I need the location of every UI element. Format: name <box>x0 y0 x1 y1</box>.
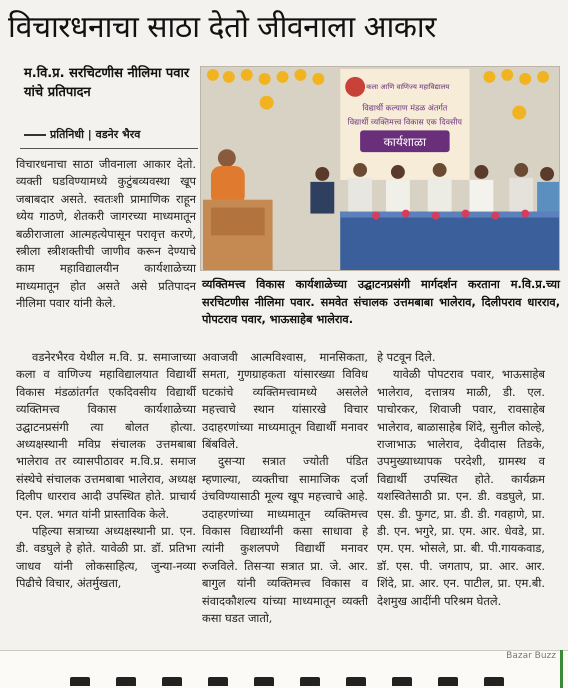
paragraph: यावेळी पोपटराव पवार, भाऊसाहेब भालेराव, दत्तात्रय माळी, डी. एल. पाचोरकर, शिवाजी पवार, रावसाहेब भालेराव, बाळासाहेब शिंदे, सुनील कोल्हे, राजाभाऊ भालेराव, देवीदास तिडके, उपमुख्याध्यापक परदेशी, ग्रामस्थ व विद्यार्थी उपस्थित होते. कार्यक्रम यशस्वितेसाठी प्रा. एन. डी. वडघुले, प्रा. एस. डी. फुगट, प्रा. डी. डी. गवहाणे, प्रा. डी. एन. भगुरे, प्रा. एम. आर. धेवडे, प्रा. एम. एम. भोसले, प्रा. बी. पी.गायकवाड, डॉ. एस. पी. जगताप, प्रा. आर. आर. शिंदे, प्रा. आर. एन. पाटील, प्रा. एम.बी. देशमुख आदींनी परिश्रम घेतले. <box>377 367 545 608</box>
banner-line-2: विद्यार्थी व्यक्तिमत्त्व विकास एक दिवसीय <box>347 117 463 127</box>
article-column-3 <box>377 349 545 610</box>
banner-line-1: विद्यार्थी कल्याण मंडळ अंतर्गत <box>362 103 448 113</box>
subheadline: म.वि.प्र. सरचिटणीस नीलिमा पवार यांचे प्रतिपादन <box>24 66 190 100</box>
photo-caption: व्यक्तिमत्त्व विकास कार्यशाळेच्या उद्घाटनप्रसंगी मार्गदर्शन करताना म.वि.प्र.च्या सरचिटणीस नीलिमा पवार. समवेत संचालक उत्तमबाबा भालेराव, दिलीपराव धारराव, पोपटराव पवार, भाऊसाहेब भालेराव. <box>202 278 560 326</box>
paragraph: हे पटवून दिले. <box>377 350 436 364</box>
edge-accent <box>560 650 563 688</box>
headline: विचारधनाचा साठा देतो जीवनाला आकार <box>8 10 436 45</box>
paragraph: अवाजवी आत्मविश्वास, मानसिकता, समता, गुणग्राहकता यांसारख्या विविध घटकांचे व्यक्तिमत्त्वामध्ये असलेले महत्त्वाचे स्थान यांसारखे विचार उदाहरणांच्या माध्यमातून विद्यार्थी मनावर बिंबविले. <box>202 350 368 452</box>
article-column-2 <box>202 349 368 628</box>
paragraph: विचारधनाचा साठा जीवनाला आकार देतो. व्यक्ती घडविण्यामध्ये कुटुंबव्यवस्था खूप जबाबदार असते. स्वतःशी प्रामाणिक राहून ध्येय गाठणे, शेतकरी जागरच्या माध्यमातून बळीराजाला आत्महत्येपासून परावृत्त करणे, स्त्रीला स्त्रीशक्तीची जाणीव करून देण्याचे काम महाविद्यालयीन कार्यशाळेच्या माध्यमातून होत असते असे प्रतिपादन नीलिमा पवार यांनी केले. <box>16 157 196 311</box>
byline-divider <box>20 148 198 149</box>
banner-title: कार्यशाळा <box>383 135 427 150</box>
footer-tag: Bazar Buzz <box>506 651 556 661</box>
article-column-1-intro <box>16 156 196 313</box>
paragraph: पहिल्या सत्राच्या अध्यक्षस्थानी प्रा. एन. डी. वडघुले हे होते. यावेळी प्रा. डॉ. प्रतिभा जाधव यांनी लोकसाहित्य, जुन्या-नव्या पिढीचे विचार, अंतर्मुखता, <box>16 524 196 591</box>
next-headline-fragment <box>70 672 550 686</box>
event-photo <box>200 66 560 271</box>
byline: प्रतिनिधी | वडनेर भैरव <box>50 124 200 146</box>
article-column-1 <box>16 349 196 593</box>
banner-college-text: कला आणि वाणिज्य महाविद्यालय <box>366 82 450 91</box>
paragraph: दुसऱ्या सत्रात ज्योती पंडित म्हणाल्या, व्यक्तीचा सामाजिक दर्जा उंचविण्यासाठी मूल्य खूप महत्त्वाचे आहे. उदाहरणांच्या माध्यमातून व्यक्तिमत्त्व विकास विद्यार्थ्यांनी कसा साधावा हे त्यांनी कुशलपणे विद्यार्थी मनावर रुजविले. तिसऱ्या सत्रात प्रा. जे. आर. बागुल यांनी व्यक्तिमत्त्व विकास व संवादकौशल्य यांच्या माध्यमातून व्यक्ती कसा घडत जातो, <box>202 454 368 626</box>
paragraph: वडनेरभैरव येथील म.वि. प्र. समाजाच्या कला व वाणिज्य महाविद्यालयात विद्यार्थी विकास मंडळांतर्गत एकदिवसीय विद्यार्थी व्यक्तिमत्त्व विकास कार्यशाळेच्या उद्घाटनप्रसंगी त्या बोलत होत्या. अध्यक्षस्थानी मविप्र संचालक उत्तमबाबा भालेराव तर व्यासपीठावर म.वि.प्र. समाज संस्थेचे संचालक उत्तमबाबा भालेराव, अध्यक्ष दिलीप धारराव आदी उपस्थित होते. प्राचार्य एन. एल. भगत यांनी प्रास्ताविक केले. <box>16 350 196 521</box>
